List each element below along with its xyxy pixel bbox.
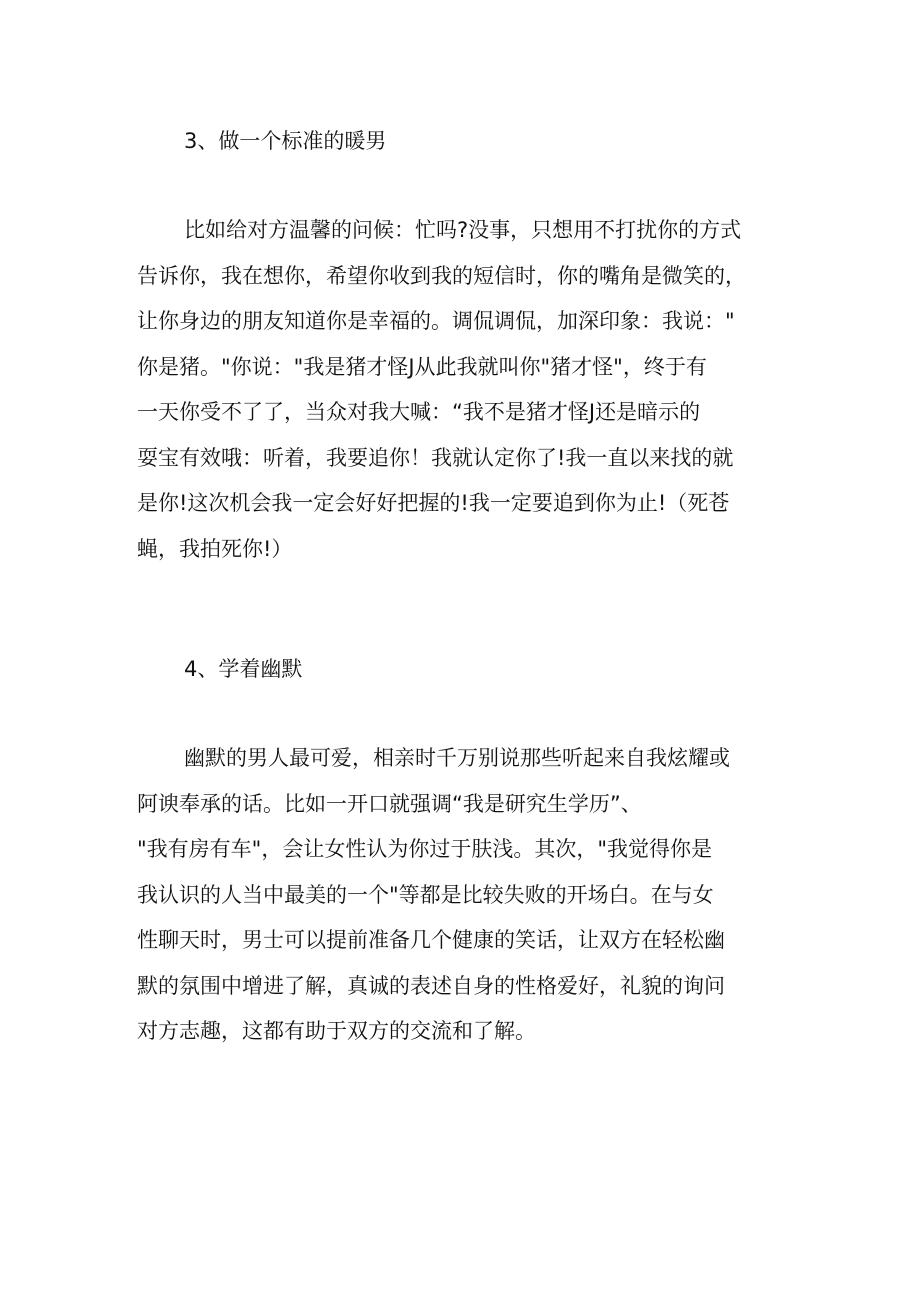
paragraph-line: 一天你受不了了，当众对我大喊：“我不是猪才怪J还是暗示的 <box>137 400 701 424</box>
paragraph-line: 幽默的男人最可爱，相亲时千万别说那些听起来自我炫耀或 <box>184 746 730 770</box>
paragraph-line: 比如给对方温馨的问候：忙吗?没事，只想用不打扰你的方式 <box>184 218 742 242</box>
paragraph-line: 告诉你，我在想你，希望你收到我的短信时，你的嘴角是微笑的， <box>137 263 746 288</box>
section-3-paragraph <box>137 208 746 572</box>
paragraph-line: 是你!这次机会我一定会好好把握的!我一定要追到你为止!（死苍 <box>137 491 730 515</box>
section-4-heading: 4、学着幽默 <box>184 657 303 681</box>
paragraph-line: 让你身边的朋友知道你是幸福的。调侃调侃，加深印象：我说：" <box>137 309 735 333</box>
paragraph-line: 对方志趣，这都有助于双方的交流和了解。 <box>137 1019 536 1043</box>
section-4-paragraph <box>137 736 730 1055</box>
paragraph-line: 我认识的人当中最美的一个"等都是比较失败的开场白。在与女 <box>137 882 714 907</box>
paragraph-line: 蝇，我拍死你!） <box>137 536 293 561</box>
section-3-heading: 3、做一个标准的暖男 <box>184 129 387 153</box>
paragraph-line: "我有房有车"，会让女性认为你过于肤浅。其次，"我觉得你是 <box>137 837 712 861</box>
paragraph-line: 耍宝有效哦：听着，我要追你！我就认定你了!我一直以来找的就 <box>137 445 734 470</box>
paragraph-line: 默的氛围中增进了解，真诚的表述自身的性格爱好，礼貌的询问 <box>137 973 725 998</box>
paragraph-line: 性聊天时，男士可以提前准备几个健康的笑话，让双方在轻松幽 <box>137 928 725 952</box>
paragraph-line: 阿谀奉承的话。比如一开口就强调“我是研究生学历”、 <box>137 791 642 816</box>
paragraph-line: 你是猪。"你说："我是猪才怪J从此我就叫你"猪才怪"，终于有 <box>137 354 707 379</box>
